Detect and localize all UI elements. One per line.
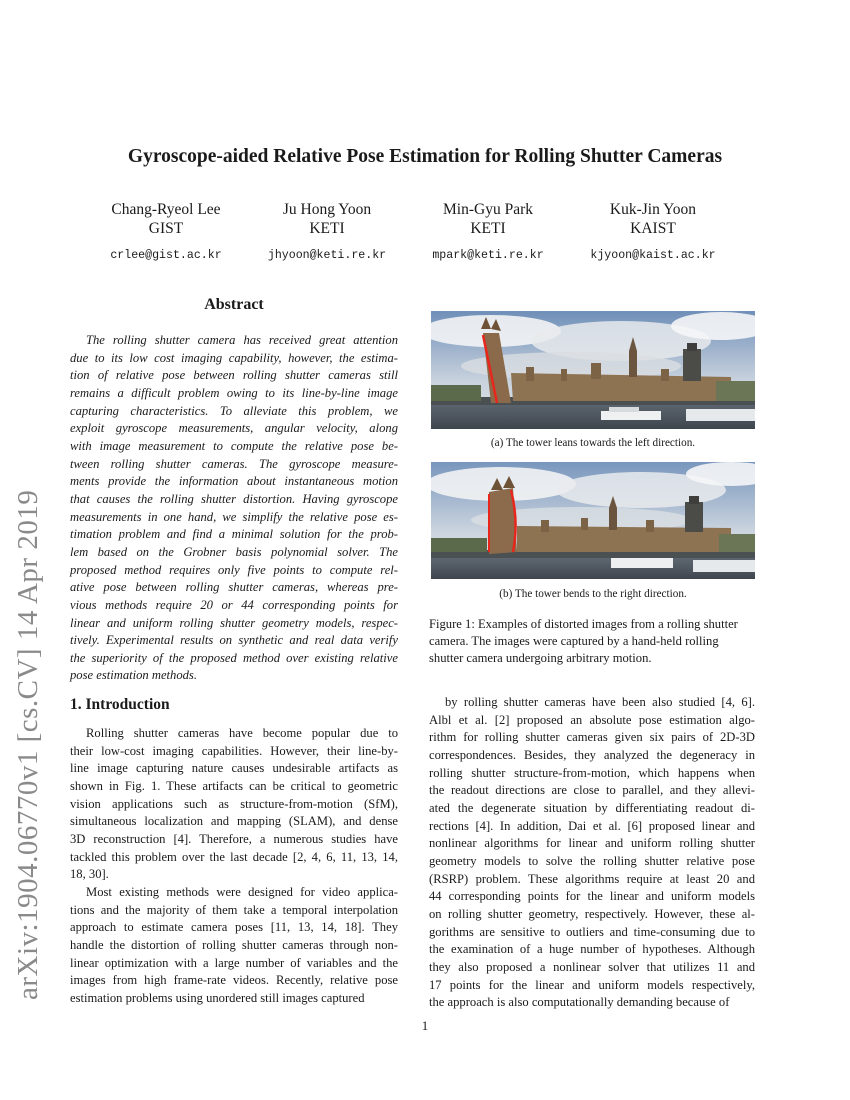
author-email[interactable]: kjyoon@kaist.ac.kr xyxy=(590,249,716,262)
text-line: rithm for rolling shutter cameras given six pairs of 2D-3D xyxy=(429,730,755,745)
figure-caption-text: Examples of distorted images from a rolling shutter camera. The images were captured by a hand-held rolling shutter camera undergoing arbitrary motion. xyxy=(429,617,738,665)
author-affiliation: KETI xyxy=(309,220,345,237)
introduction-body xyxy=(70,725,398,1008)
text-line: timation problem and find a minimal solution for the prob- xyxy=(70,527,398,542)
text-line: shown in Fig. 1. These artifacts can be critical to geometric xyxy=(70,778,398,793)
text-line: line image capturing nature causes undesirable artifacts as xyxy=(70,761,398,776)
author-1 xyxy=(86,200,246,265)
text-line: capturing characteristics. To alleviate this problem, we xyxy=(70,403,398,418)
author-name: Ju Hong Yoon xyxy=(282,201,372,218)
text-line: exploit gyroscope measurements, angular velocity, along xyxy=(70,421,398,436)
text-line: pose estimation methods. xyxy=(70,668,197,683)
author-email[interactable]: crlee@gist.ac.kr xyxy=(110,249,222,262)
text-line: ative pose between rolling shutter cameras, whereas pre- xyxy=(70,580,398,595)
text-line: lem based on the Grobner basis polynomial solver. The xyxy=(70,544,398,559)
text-line: 44 corresponding points for the linear and uniform models xyxy=(429,889,755,904)
text-line: tively. Experimental results on synthetic and real data verify xyxy=(70,633,398,648)
figure-caption xyxy=(429,616,755,667)
text-line: they also proposed a nonlinear solver that utilizes 11 and xyxy=(429,959,755,974)
text-line: correspondences. Besides, they analyzed the degeneracy in xyxy=(429,747,755,762)
text-line: 3D reconstruction [4]. Therefore, a numerous studies have xyxy=(70,831,398,846)
paper-title: Gyroscope-aided Relative Pose Estimation for Rolling Shutter Cameras xyxy=(127,146,723,167)
text-line: proposed method requires only five points to compute rel- xyxy=(70,562,398,577)
text-line: the superiority of the proposed method over existing relative xyxy=(70,650,398,665)
text-line: by rolling shutter cameras have been also studied [4, 6]. xyxy=(445,695,755,709)
text-line: their low-cost imaging capabilities. However, their line-by- xyxy=(70,743,398,758)
figure-label: Figure 1: xyxy=(429,617,475,631)
text-line: tions and the majority of them take a temporal interpolation xyxy=(70,902,398,917)
abstract-body xyxy=(70,332,398,685)
text-line: that causes the rolling shutter distortion. Having gyroscope xyxy=(70,491,398,506)
text-line: approach to estimate camera poses [11, 13, 14, 18]. They xyxy=(70,920,398,935)
text-line: on rolling shutter geometry, respectively. However, these al- xyxy=(429,906,755,921)
author-2 xyxy=(247,200,407,265)
text-line: (RSRP) problem. These algorithms require at least 20 and xyxy=(429,871,755,886)
text-line: Rolling shutter cameras have become popular due to xyxy=(86,726,398,740)
text-line: vious methods require 20 or 44 corresponding points for xyxy=(70,597,398,612)
right-column-body xyxy=(429,694,755,1012)
section-heading-introduction: 1. Introduction xyxy=(70,696,170,713)
text-line: linear optimization with a large number of variables and the xyxy=(70,955,398,970)
text-line: the approach is also computationally demanding because of xyxy=(429,995,730,1010)
text-line: geometry models to solve the rolling shutter relative pose xyxy=(429,853,755,868)
text-line: 17 points for the linear and uniform models respectively, xyxy=(429,977,755,992)
page-number: 1 xyxy=(421,1018,429,1033)
text-line: simultaneous localization and mapping (SLAM), and dense xyxy=(70,814,398,829)
author-3 xyxy=(408,200,568,265)
text-line: gorithms are sensitive to outliers and time-consuming due to xyxy=(429,924,755,939)
text-line: with image measurement to compute the relative pose be- xyxy=(70,438,398,453)
text-line: tion of relative pose between rolling shutter cameras still xyxy=(70,368,398,383)
parliament-photo-lean-left xyxy=(431,311,755,429)
author-email[interactable]: mpark@keti.re.kr xyxy=(432,249,544,262)
text-line: ments provide the information about instantaneous motion xyxy=(70,474,398,489)
text-line: nonlinear algorithms for linear and uniform rolling shutter xyxy=(429,836,755,851)
author-email[interactable]: jhyoon@keti.re.kr xyxy=(267,249,387,262)
text-line: measurements in one hand, we simplify the relative pose es- xyxy=(70,509,398,524)
text-line: handle the distortion of rolling shutter cameras through non- xyxy=(70,937,398,952)
text-line: The rolling shutter camera has received great attention xyxy=(86,333,398,347)
arxiv-stamp: arXiv:1904.06770v1 [cs.CV] 14 Apr 2019 xyxy=(12,489,44,1000)
figure-image-b xyxy=(431,462,755,579)
text-line: the readout directions are close to parallel, and they allevi- xyxy=(429,783,755,798)
subfigure-caption-a: (a) The tower leans towards the left direction. xyxy=(490,437,696,449)
text-line: rolling shutter structure-from-motion, which happens when xyxy=(429,765,755,780)
abstract-heading: Abstract xyxy=(204,296,264,313)
author-name: Chang-Ryeol Lee xyxy=(111,201,221,218)
text-line: images from high frame-rate videos. Recently, relative pose xyxy=(70,973,398,988)
text-line: due to its low cost imaging capability, however, the estima- xyxy=(70,350,398,365)
author-name: Min-Gyu Park xyxy=(443,201,533,218)
text-line: Albl et al. [2] proposed an absolute pose estimation algo- xyxy=(429,712,755,727)
author-affiliation: GIST xyxy=(148,220,184,237)
text-line: Most existing methods were designed for video applica- xyxy=(86,884,398,899)
author-affiliation: KAIST xyxy=(630,220,676,237)
author-affiliation: KETI xyxy=(470,220,506,237)
author-4 xyxy=(573,200,733,265)
subfigure-caption-b: (b) The tower bends to the right direction. xyxy=(499,588,687,600)
text-line: ated the degenerate situation by differentiating readout di- xyxy=(429,800,755,815)
text-line: estimation problems using unordered still images captured xyxy=(70,990,365,1005)
text-line: 18, 30]. xyxy=(70,867,109,882)
parliament-photo-bend-right xyxy=(431,462,755,579)
figure-image-a xyxy=(431,311,755,429)
text-line: linear and uniform rolling shutter geometry models, respec- xyxy=(70,615,398,630)
text-line: tween rolling shutter cameras. The gyroscope measure- xyxy=(70,456,398,471)
text-line: tackled this problem over the last decade [2, 4, 6, 11, 13, 14, xyxy=(70,849,398,864)
text-line: rections [4]. In addition, Dai et al. [6] proposed linear and xyxy=(429,818,755,833)
text-line: vision applications such as structure-from-motion (SfM), xyxy=(70,796,398,811)
text-line: the examination of a huge number of hypotheses. Although xyxy=(429,942,755,957)
author-name: Kuk-Jin Yoon xyxy=(609,201,697,218)
text-line: remains a difficult problem owing to its line-by-line image xyxy=(70,385,398,400)
